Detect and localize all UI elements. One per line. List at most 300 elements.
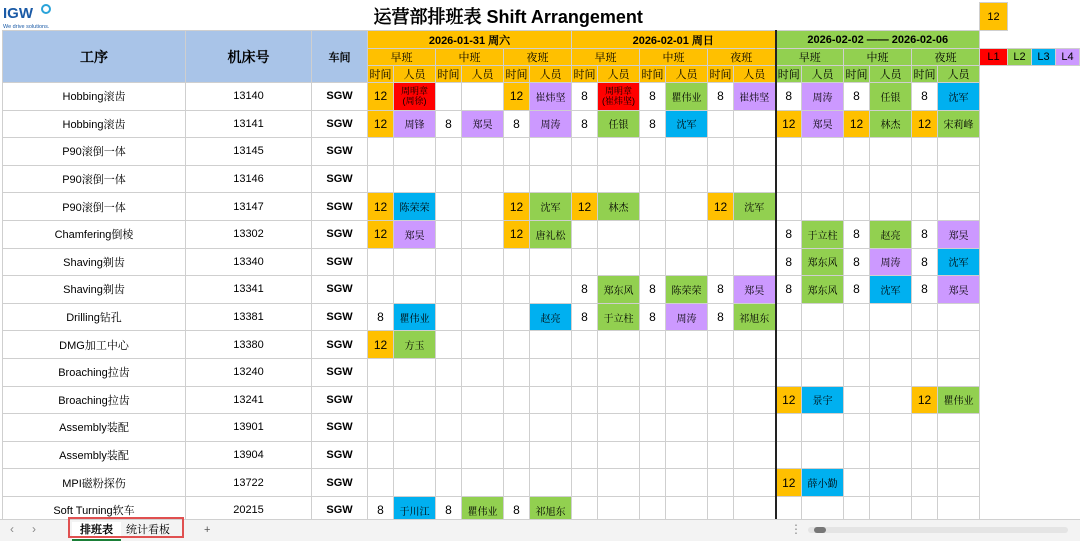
- person-cell[interactable]: [734, 110, 776, 138]
- workshop-cell[interactable]: SGW: [312, 386, 368, 414]
- cell[interactable]: [980, 331, 1008, 359]
- person-cell[interactable]: 陈荣荣: [394, 193, 436, 221]
- person-cell[interactable]: [598, 496, 640, 519]
- person-cell[interactable]: [394, 414, 436, 442]
- process-cell[interactable]: Shaving剃齿: [3, 248, 186, 276]
- process-cell[interactable]: Assembly装配: [3, 441, 186, 469]
- hours-cell[interactable]: 8: [776, 83, 802, 111]
- person-cell[interactable]: 周涛: [870, 248, 912, 276]
- hours-cell[interactable]: [436, 441, 462, 469]
- person-cell[interactable]: 于川江: [394, 496, 436, 519]
- cell[interactable]: [1032, 138, 1056, 166]
- cell[interactable]: [1008, 414, 1032, 442]
- cell[interactable]: [980, 386, 1008, 414]
- cell[interactable]: [980, 303, 1008, 331]
- hours-cell[interactable]: [368, 386, 394, 414]
- person-cell[interactable]: [530, 414, 572, 442]
- cell[interactable]: [1032, 496, 1056, 519]
- hours-cell[interactable]: [572, 248, 598, 276]
- person-cell[interactable]: [462, 220, 504, 248]
- cell[interactable]: [1056, 66, 1080, 83]
- legend-level-l1[interactable]: L1: [980, 49, 1008, 66]
- hours-cell[interactable]: [708, 358, 734, 386]
- person-cell[interactable]: 赵亮: [530, 303, 572, 331]
- hours-cell[interactable]: 12: [504, 83, 530, 111]
- hours-cell[interactable]: 8: [912, 276, 938, 304]
- hours-cell[interactable]: [776, 193, 802, 221]
- hours-cell[interactable]: [436, 165, 462, 193]
- hours-cell[interactable]: [640, 220, 666, 248]
- hours-cell[interactable]: [436, 276, 462, 304]
- cell[interactable]: [1008, 66, 1032, 83]
- person-cell[interactable]: 任银: [870, 83, 912, 111]
- process-cell[interactable]: Chamfering倒棱: [3, 220, 186, 248]
- hours-cell[interactable]: 8: [368, 303, 394, 331]
- hours-cell[interactable]: 8: [912, 248, 938, 276]
- add-sheet-button[interactable]: +: [204, 524, 211, 536]
- cell[interactable]: [980, 496, 1008, 519]
- cell[interactable]: [1056, 165, 1080, 193]
- person-cell[interactable]: [462, 469, 504, 497]
- machine-cell[interactable]: 13240: [186, 358, 312, 386]
- person-cell[interactable]: 林杰: [870, 110, 912, 138]
- person-cell[interactable]: 方玉: [394, 331, 436, 359]
- hours-cell[interactable]: [368, 358, 394, 386]
- person-cell[interactable]: [734, 358, 776, 386]
- person-cell[interactable]: [666, 469, 708, 497]
- hours-cell[interactable]: [572, 469, 598, 497]
- hours-cell[interactable]: [572, 441, 598, 469]
- hours-cell[interactable]: 12: [572, 193, 598, 221]
- hours-cell[interactable]: [504, 414, 530, 442]
- hours-cell[interactable]: [368, 165, 394, 193]
- cell[interactable]: [1032, 331, 1056, 359]
- cell[interactable]: [1032, 248, 1056, 276]
- cell[interactable]: [980, 414, 1008, 442]
- hours-cell[interactable]: [844, 331, 870, 359]
- hours-cell[interactable]: [640, 469, 666, 497]
- person-cell[interactable]: [462, 331, 504, 359]
- hours-cell[interactable]: [640, 441, 666, 469]
- hours-cell[interactable]: 8: [572, 303, 598, 331]
- hours-cell[interactable]: [640, 138, 666, 166]
- person-cell[interactable]: [666, 138, 708, 166]
- hours-cell[interactable]: [436, 358, 462, 386]
- person-cell[interactable]: [394, 441, 436, 469]
- person-cell[interactable]: [598, 165, 640, 193]
- hours-cell[interactable]: [572, 165, 598, 193]
- hours-cell[interactable]: [640, 386, 666, 414]
- hours-cell[interactable]: [776, 496, 802, 519]
- hours-cell[interactable]: [368, 469, 394, 497]
- date-group-header[interactable]: 2026-01-31 周六: [368, 31, 572, 49]
- hours-cell[interactable]: [776, 414, 802, 442]
- hours-cell[interactable]: 8: [844, 248, 870, 276]
- workshop-cell[interactable]: SGW: [312, 220, 368, 248]
- cell[interactable]: [1008, 358, 1032, 386]
- hours-cell[interactable]: [436, 469, 462, 497]
- person-cell[interactable]: [734, 248, 776, 276]
- hours-cell[interactable]: [912, 496, 938, 519]
- shift-header[interactable]: 早班: [572, 49, 640, 66]
- person-cell[interactable]: [870, 358, 912, 386]
- workshop-cell[interactable]: SGW: [312, 414, 368, 442]
- person-cell[interactable]: [598, 358, 640, 386]
- shift-header[interactable]: 中班: [844, 49, 912, 66]
- process-cell[interactable]: P90滚倒一体: [3, 165, 186, 193]
- machine-cell[interactable]: 13146: [186, 165, 312, 193]
- person-cell[interactable]: 郑昊: [938, 276, 980, 304]
- cell[interactable]: [1032, 386, 1056, 414]
- hours-cell[interactable]: 8: [844, 276, 870, 304]
- person-cell[interactable]: [734, 496, 776, 519]
- shift-header[interactable]: 夜班: [708, 49, 776, 66]
- hours-cell[interactable]: [504, 386, 530, 414]
- workshop-cell[interactable]: SGW: [312, 138, 368, 166]
- tab-dashboard[interactable]: 统计看板: [126, 524, 170, 536]
- person-cell[interactable]: [734, 138, 776, 166]
- workshop-cell[interactable]: SGW: [312, 358, 368, 386]
- cell[interactable]: [1008, 303, 1032, 331]
- more-options-icon[interactable]: ⋮: [790, 522, 802, 536]
- person-cell[interactable]: [938, 331, 980, 359]
- hours-cell[interactable]: [708, 331, 734, 359]
- hours-cell[interactable]: [504, 303, 530, 331]
- hours-cell[interactable]: [776, 331, 802, 359]
- person-cell[interactable]: [938, 496, 980, 519]
- hours-cell[interactable]: [572, 496, 598, 519]
- hours-cell[interactable]: [640, 331, 666, 359]
- person-cell[interactable]: [802, 496, 844, 519]
- machine-cell[interactable]: 20215: [186, 496, 312, 519]
- hours-cell[interactable]: [436, 248, 462, 276]
- hours-cell[interactable]: [504, 248, 530, 276]
- hours-cell[interactable]: [572, 358, 598, 386]
- cell[interactable]: [1056, 220, 1080, 248]
- machine-cell[interactable]: 13381: [186, 303, 312, 331]
- person-cell[interactable]: [530, 386, 572, 414]
- cell[interactable]: [980, 165, 1008, 193]
- person-cell[interactable]: [462, 193, 504, 221]
- hours-cell[interactable]: [776, 358, 802, 386]
- hours-cell[interactable]: 8: [572, 110, 598, 138]
- hours-cell[interactable]: [436, 83, 462, 111]
- person-cell[interactable]: [462, 165, 504, 193]
- hours-cell[interactable]: [504, 441, 530, 469]
- cell[interactable]: [980, 220, 1008, 248]
- person-cell[interactable]: 周明章 (周徐): [394, 83, 436, 111]
- person-cell[interactable]: [394, 469, 436, 497]
- person-cell[interactable]: [802, 441, 844, 469]
- hours-cell[interactable]: [572, 414, 598, 442]
- person-cell[interactable]: [530, 248, 572, 276]
- hours-cell[interactable]: [368, 138, 394, 166]
- cell[interactable]: [1008, 3, 1080, 31]
- person-cell[interactable]: [530, 165, 572, 193]
- cell[interactable]: [1032, 220, 1056, 248]
- person-cell[interactable]: 任银: [598, 110, 640, 138]
- hours-cell[interactable]: [436, 220, 462, 248]
- machine-cell[interactable]: 13380: [186, 331, 312, 359]
- person-cell[interactable]: [666, 358, 708, 386]
- hours-cell[interactable]: 8: [640, 110, 666, 138]
- person-cell[interactable]: [802, 303, 844, 331]
- hours-cell[interactable]: 12: [368, 83, 394, 111]
- cell[interactable]: [1056, 496, 1080, 519]
- subheader-person[interactable]: 人员: [870, 66, 912, 83]
- machine-cell[interactable]: 13302: [186, 220, 312, 248]
- hours-cell[interactable]: [436, 386, 462, 414]
- person-cell[interactable]: [938, 193, 980, 221]
- person-cell[interactable]: [666, 193, 708, 221]
- hours-cell[interactable]: [844, 414, 870, 442]
- hours-cell[interactable]: [844, 165, 870, 193]
- person-cell[interactable]: [734, 469, 776, 497]
- person-cell[interactable]: 郑东风: [802, 248, 844, 276]
- process-cell[interactable]: Assembly装配: [3, 414, 186, 442]
- hours-cell[interactable]: [844, 358, 870, 386]
- hours-cell[interactable]: [844, 496, 870, 519]
- workshop-cell[interactable]: SGW: [312, 303, 368, 331]
- hours-cell[interactable]: 12: [368, 331, 394, 359]
- hours-cell[interactable]: [912, 303, 938, 331]
- hours-cell[interactable]: [436, 193, 462, 221]
- cell[interactable]: [1008, 110, 1032, 138]
- hours-cell[interactable]: [640, 414, 666, 442]
- person-cell[interactable]: 瞿伟业: [394, 303, 436, 331]
- cell[interactable]: [980, 248, 1008, 276]
- hours-cell[interactable]: 8: [912, 220, 938, 248]
- cell[interactable]: [1032, 358, 1056, 386]
- hours-cell[interactable]: [776, 165, 802, 193]
- subheader-time[interactable]: 时间: [640, 66, 666, 83]
- person-cell[interactable]: [870, 469, 912, 497]
- machine-cell[interactable]: 13140: [186, 83, 312, 111]
- hours-cell[interactable]: [368, 441, 394, 469]
- person-cell[interactable]: [530, 276, 572, 304]
- person-cell[interactable]: [530, 331, 572, 359]
- cell[interactable]: [1008, 193, 1032, 221]
- hours-cell[interactable]: [912, 358, 938, 386]
- person-cell[interactable]: [802, 165, 844, 193]
- person-cell[interactable]: 赵亮: [870, 220, 912, 248]
- cell[interactable]: [980, 110, 1008, 138]
- person-cell[interactable]: [462, 386, 504, 414]
- machine-cell[interactable]: 13904: [186, 441, 312, 469]
- subheader-person[interactable]: 人员: [938, 66, 980, 83]
- hours-cell[interactable]: 8: [776, 248, 802, 276]
- date-group-header[interactable]: 2026-02-01 周日: [572, 31, 776, 49]
- person-cell[interactable]: [394, 138, 436, 166]
- hours-cell[interactable]: [436, 138, 462, 166]
- hours-cell[interactable]: 8: [436, 110, 462, 138]
- person-cell[interactable]: 沈军: [938, 248, 980, 276]
- machine-cell[interactable]: 13341: [186, 276, 312, 304]
- person-cell[interactable]: 郑昊: [938, 220, 980, 248]
- workshop-cell[interactable]: SGW: [312, 193, 368, 221]
- subheader-time[interactable]: 时间: [844, 66, 870, 83]
- person-cell[interactable]: [938, 138, 980, 166]
- person-cell[interactable]: 于立柱: [802, 220, 844, 248]
- hours-cell[interactable]: [912, 165, 938, 193]
- cell[interactable]: [1032, 469, 1056, 497]
- person-cell[interactable]: [462, 303, 504, 331]
- hours-cell[interactable]: [368, 276, 394, 304]
- prev-sheet-icon[interactable]: ‹: [10, 522, 14, 536]
- cell[interactable]: [980, 193, 1008, 221]
- person-cell[interactable]: [598, 441, 640, 469]
- person-cell[interactable]: 薛小勤: [802, 469, 844, 497]
- hours-cell[interactable]: 8: [708, 303, 734, 331]
- hours-cell[interactable]: [844, 469, 870, 497]
- hours-cell[interactable]: [708, 138, 734, 166]
- cell[interactable]: [1032, 414, 1056, 442]
- cell[interactable]: [980, 83, 1008, 111]
- person-cell[interactable]: [394, 276, 436, 304]
- person-cell[interactable]: [530, 441, 572, 469]
- person-cell[interactable]: 于立柱: [598, 303, 640, 331]
- person-cell[interactable]: 郑东风: [802, 276, 844, 304]
- hours-cell[interactable]: [708, 469, 734, 497]
- person-cell[interactable]: [802, 193, 844, 221]
- hours-cell[interactable]: [504, 358, 530, 386]
- person-cell[interactable]: [938, 165, 980, 193]
- process-cell[interactable]: P90滚倒一体: [3, 138, 186, 166]
- person-cell[interactable]: [734, 165, 776, 193]
- person-cell[interactable]: [802, 358, 844, 386]
- person-cell[interactable]: [530, 138, 572, 166]
- person-cell[interactable]: 周涛: [530, 110, 572, 138]
- hours-cell[interactable]: 8: [640, 276, 666, 304]
- workshop-cell[interactable]: SGW: [312, 83, 368, 111]
- hours-cell[interactable]: [368, 248, 394, 276]
- person-cell[interactable]: 瞿伟业: [938, 386, 980, 414]
- shift-header[interactable]: 早班: [776, 49, 844, 66]
- legend-level-l3[interactable]: L3: [1032, 49, 1056, 66]
- subheader-person[interactable]: 人员: [598, 66, 640, 83]
- person-cell[interactable]: [462, 83, 504, 111]
- hours-cell[interactable]: 12: [368, 220, 394, 248]
- hours-cell[interactable]: 12: [504, 220, 530, 248]
- cell[interactable]: [1008, 220, 1032, 248]
- subheader-time[interactable]: 时间: [912, 66, 938, 83]
- cell[interactable]: [1056, 331, 1080, 359]
- hours-cell[interactable]: [504, 165, 530, 193]
- horizontal-scrollbar[interactable]: [808, 527, 1068, 533]
- person-cell[interactable]: 周明章 (崔炜坚): [598, 83, 640, 111]
- hours-cell[interactable]: [844, 138, 870, 166]
- cell[interactable]: [1056, 193, 1080, 221]
- person-cell[interactable]: [938, 414, 980, 442]
- hours-cell[interactable]: 8: [708, 276, 734, 304]
- cell[interactable]: [980, 469, 1008, 497]
- scrollbar-thumb[interactable]: [814, 527, 826, 533]
- cell[interactable]: [1056, 386, 1080, 414]
- hours-cell[interactable]: [640, 358, 666, 386]
- workshop-cell[interactable]: SGW: [312, 496, 368, 519]
- hours-cell[interactable]: [776, 138, 802, 166]
- workshop-cell[interactable]: SGW: [312, 469, 368, 497]
- hours-cell[interactable]: [844, 386, 870, 414]
- cell[interactable]: [1056, 358, 1080, 386]
- person-cell[interactable]: [462, 248, 504, 276]
- person-cell[interactable]: 郑昊: [802, 110, 844, 138]
- hours-cell[interactable]: 8: [640, 303, 666, 331]
- person-cell[interactable]: 宋莉峰: [938, 110, 980, 138]
- hours-cell[interactable]: 8: [844, 220, 870, 248]
- person-cell[interactable]: 沈军: [870, 276, 912, 304]
- machine-cell[interactable]: 13147: [186, 193, 312, 221]
- cell[interactable]: [980, 31, 1080, 49]
- person-cell[interactable]: 郑昊: [394, 220, 436, 248]
- hours-cell[interactable]: [572, 220, 598, 248]
- person-cell[interactable]: [666, 414, 708, 442]
- hours-cell[interactable]: [436, 303, 462, 331]
- person-cell[interactable]: [734, 220, 776, 248]
- hours-cell[interactable]: 12: [912, 110, 938, 138]
- cell[interactable]: [980, 276, 1008, 304]
- cell[interactable]: [1032, 193, 1056, 221]
- person-cell[interactable]: 林杰: [598, 193, 640, 221]
- hours-cell[interactable]: [640, 193, 666, 221]
- hours-cell[interactable]: [912, 469, 938, 497]
- person-cell[interactable]: [530, 469, 572, 497]
- person-cell[interactable]: [870, 441, 912, 469]
- person-cell[interactable]: 陈荣荣: [666, 276, 708, 304]
- person-cell[interactable]: [734, 414, 776, 442]
- workshop-cell[interactable]: SGW: [312, 276, 368, 304]
- person-cell[interactable]: [734, 331, 776, 359]
- hours-cell[interactable]: 12: [912, 386, 938, 414]
- person-cell[interactable]: [870, 193, 912, 221]
- cell[interactable]: [1056, 276, 1080, 304]
- person-cell[interactable]: [598, 138, 640, 166]
- hours-cell[interactable]: [912, 414, 938, 442]
- subheader-person[interactable]: 人员: [462, 66, 504, 83]
- person-cell[interactable]: 崔炜坚: [530, 83, 572, 111]
- cell[interactable]: [1032, 303, 1056, 331]
- subheader-person[interactable]: 人员: [530, 66, 572, 83]
- subheader-person[interactable]: 人员: [666, 66, 708, 83]
- person-cell[interactable]: [802, 138, 844, 166]
- person-cell[interactable]: [394, 165, 436, 193]
- hours-cell[interactable]: [572, 331, 598, 359]
- cell[interactable]: [1032, 276, 1056, 304]
- hours-cell[interactable]: 12: [708, 193, 734, 221]
- hours-cell[interactable]: [368, 414, 394, 442]
- person-cell[interactable]: 沈军: [666, 110, 708, 138]
- person-cell[interactable]: [938, 441, 980, 469]
- hours-cell[interactable]: [844, 193, 870, 221]
- machine-cell[interactable]: 13722: [186, 469, 312, 497]
- subheader-time[interactable]: 时间: [776, 66, 802, 83]
- header-machine[interactable]: 机床号: [186, 31, 312, 83]
- hours-cell[interactable]: [640, 496, 666, 519]
- person-cell[interactable]: [462, 138, 504, 166]
- legend-hours-badge[interactable]: 12: [980, 3, 1008, 31]
- cell[interactable]: [980, 66, 1008, 83]
- person-cell[interactable]: [802, 414, 844, 442]
- hours-cell[interactable]: [912, 441, 938, 469]
- cell[interactable]: [1056, 441, 1080, 469]
- header-workshop[interactable]: 车间: [312, 31, 368, 83]
- cell[interactable]: [1008, 386, 1032, 414]
- hours-cell[interactable]: 12: [368, 193, 394, 221]
- person-cell[interactable]: [394, 248, 436, 276]
- cell[interactable]: [1032, 66, 1056, 83]
- workshop-cell[interactable]: SGW: [312, 331, 368, 359]
- person-cell[interactable]: [938, 469, 980, 497]
